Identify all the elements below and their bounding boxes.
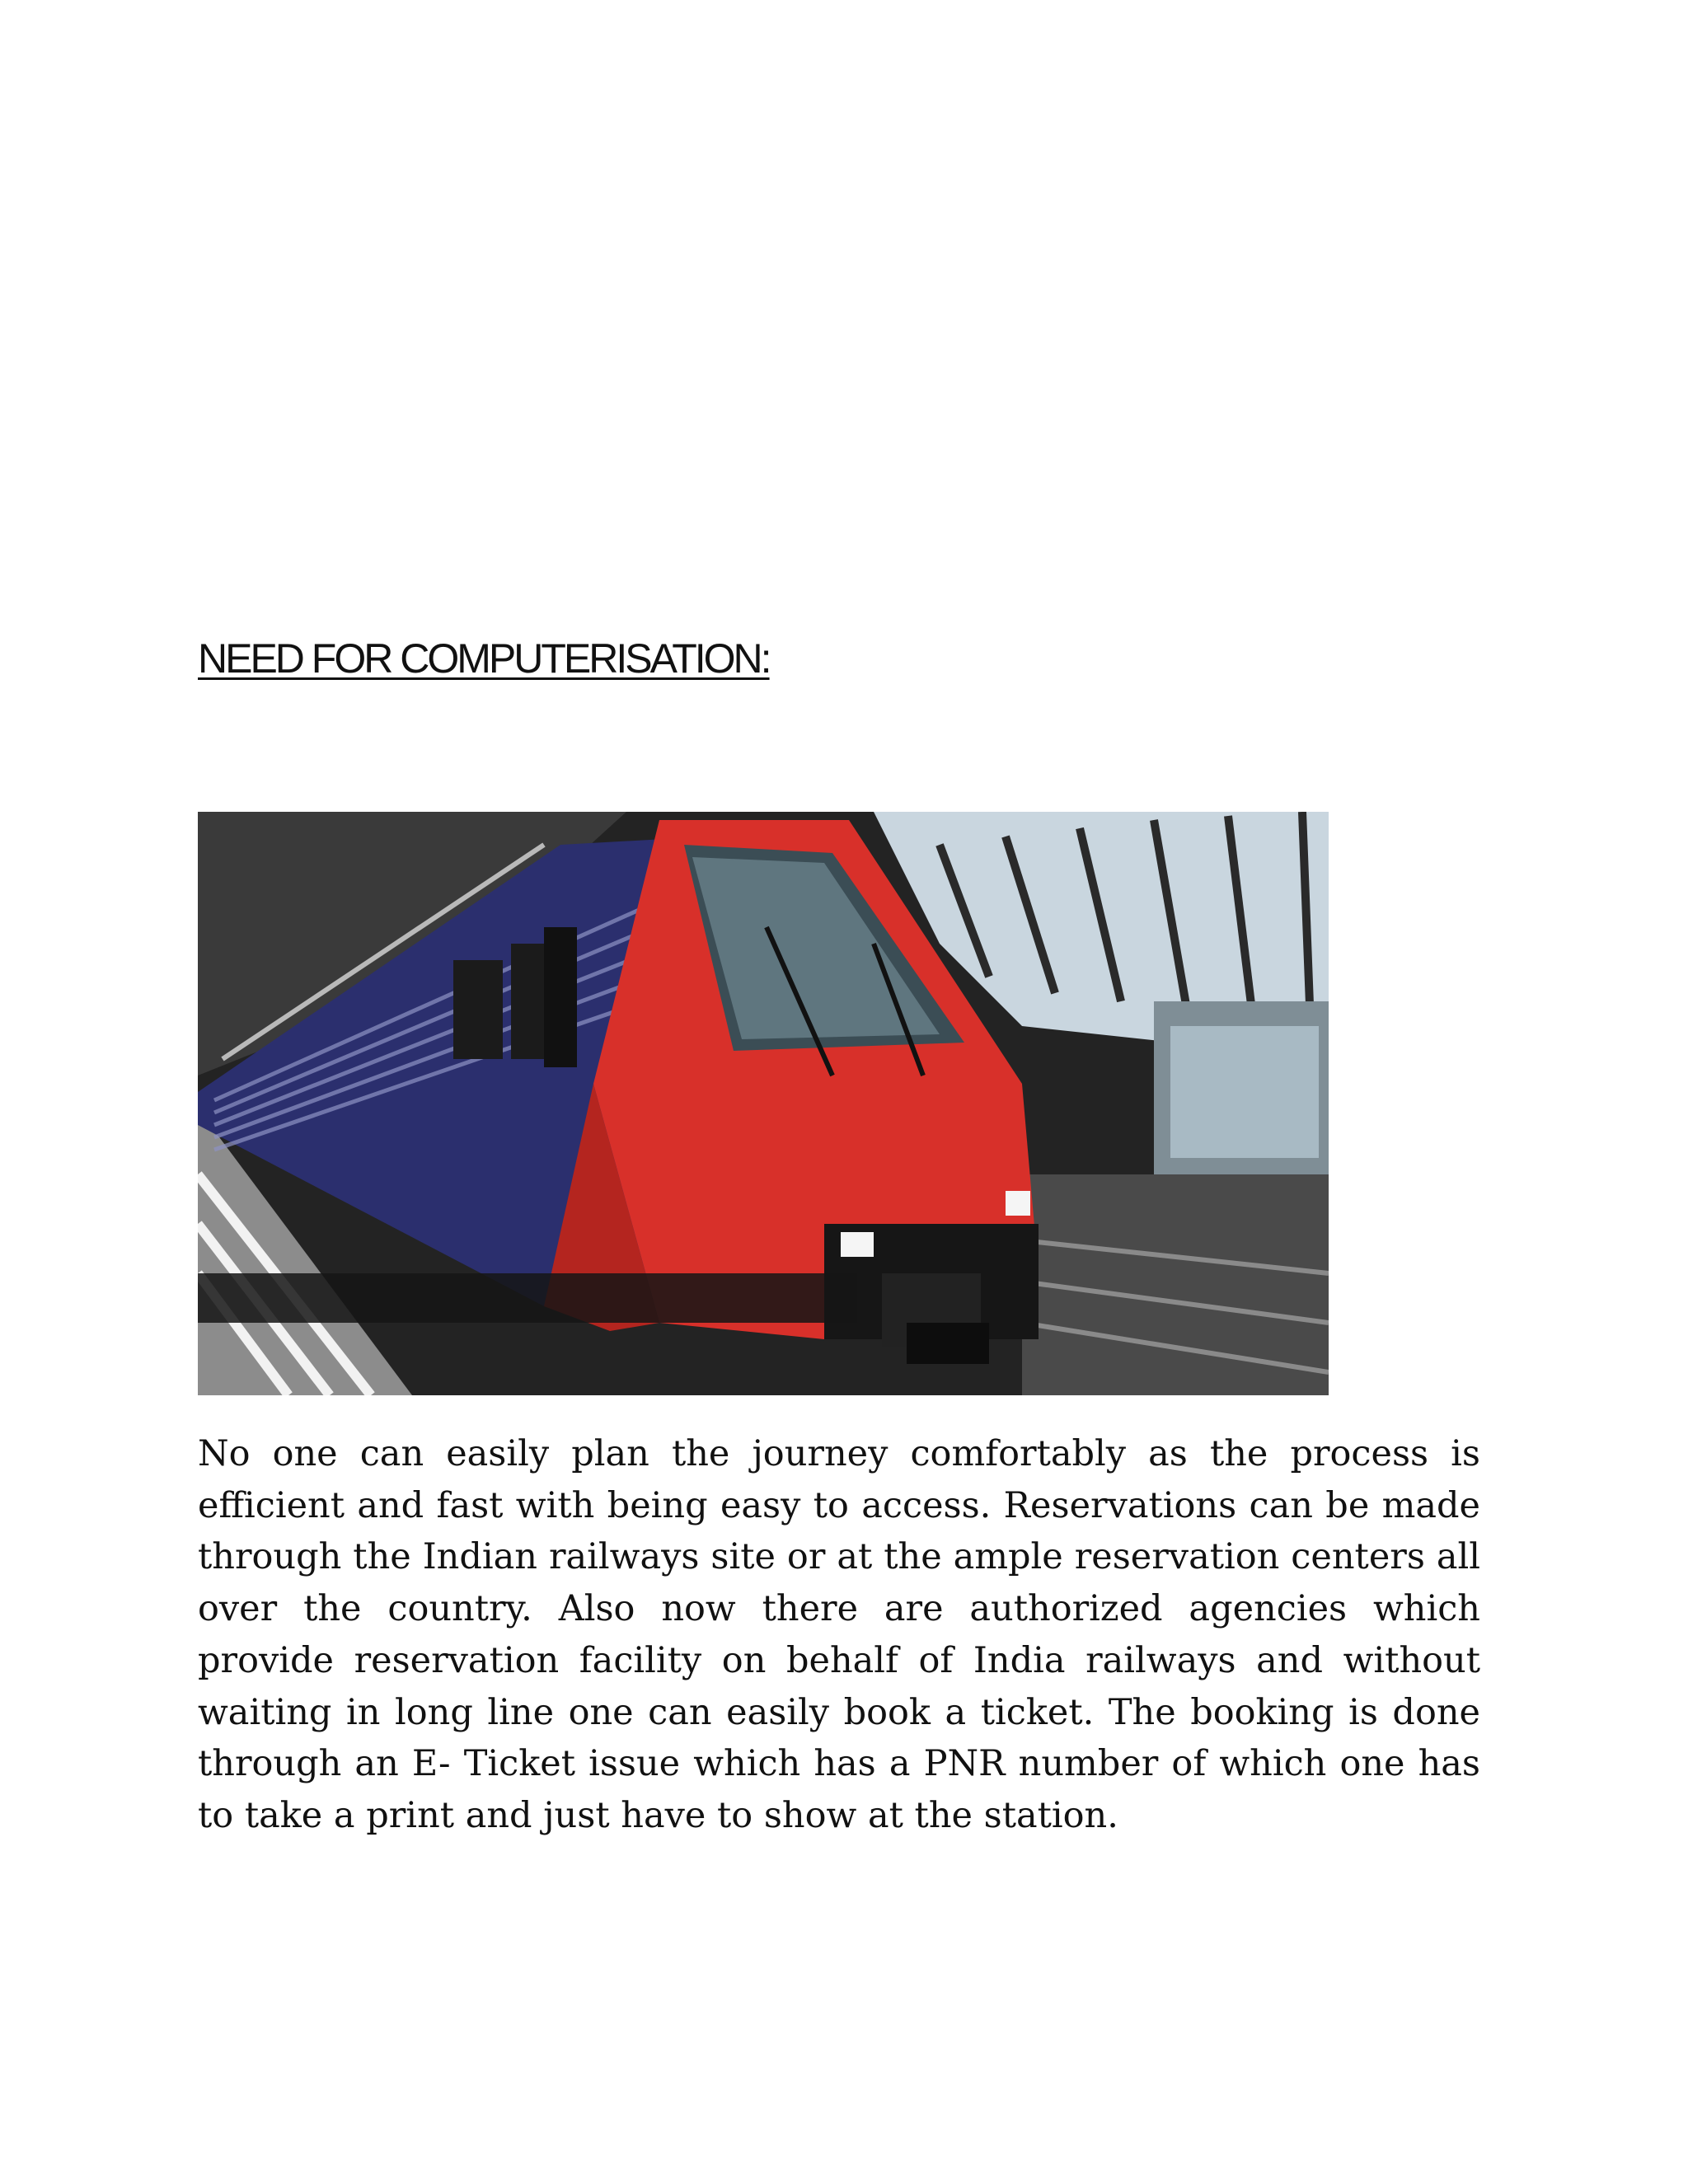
body-paragraph: No one can easily plan the journey comfortably as the process is efficient and fast with being easy to access. Reservations can be made through the Indian railways site or at the ample reservation centers all over the country. Also now there are authorized agencies which provide reservation facility on behalf of India railways and without waiting in long line one can easily book a ticket. The booking is done through an E- Ticket issue which has a PNR number of which one has to take a print and just have to show at the station. — [198, 1433, 1480, 1836]
train-illustration — [198, 812, 1329, 1395]
section-heading: NEED FOR COMPUTERISATION: — [198, 635, 770, 682]
train-photo — [198, 812, 1329, 1395]
